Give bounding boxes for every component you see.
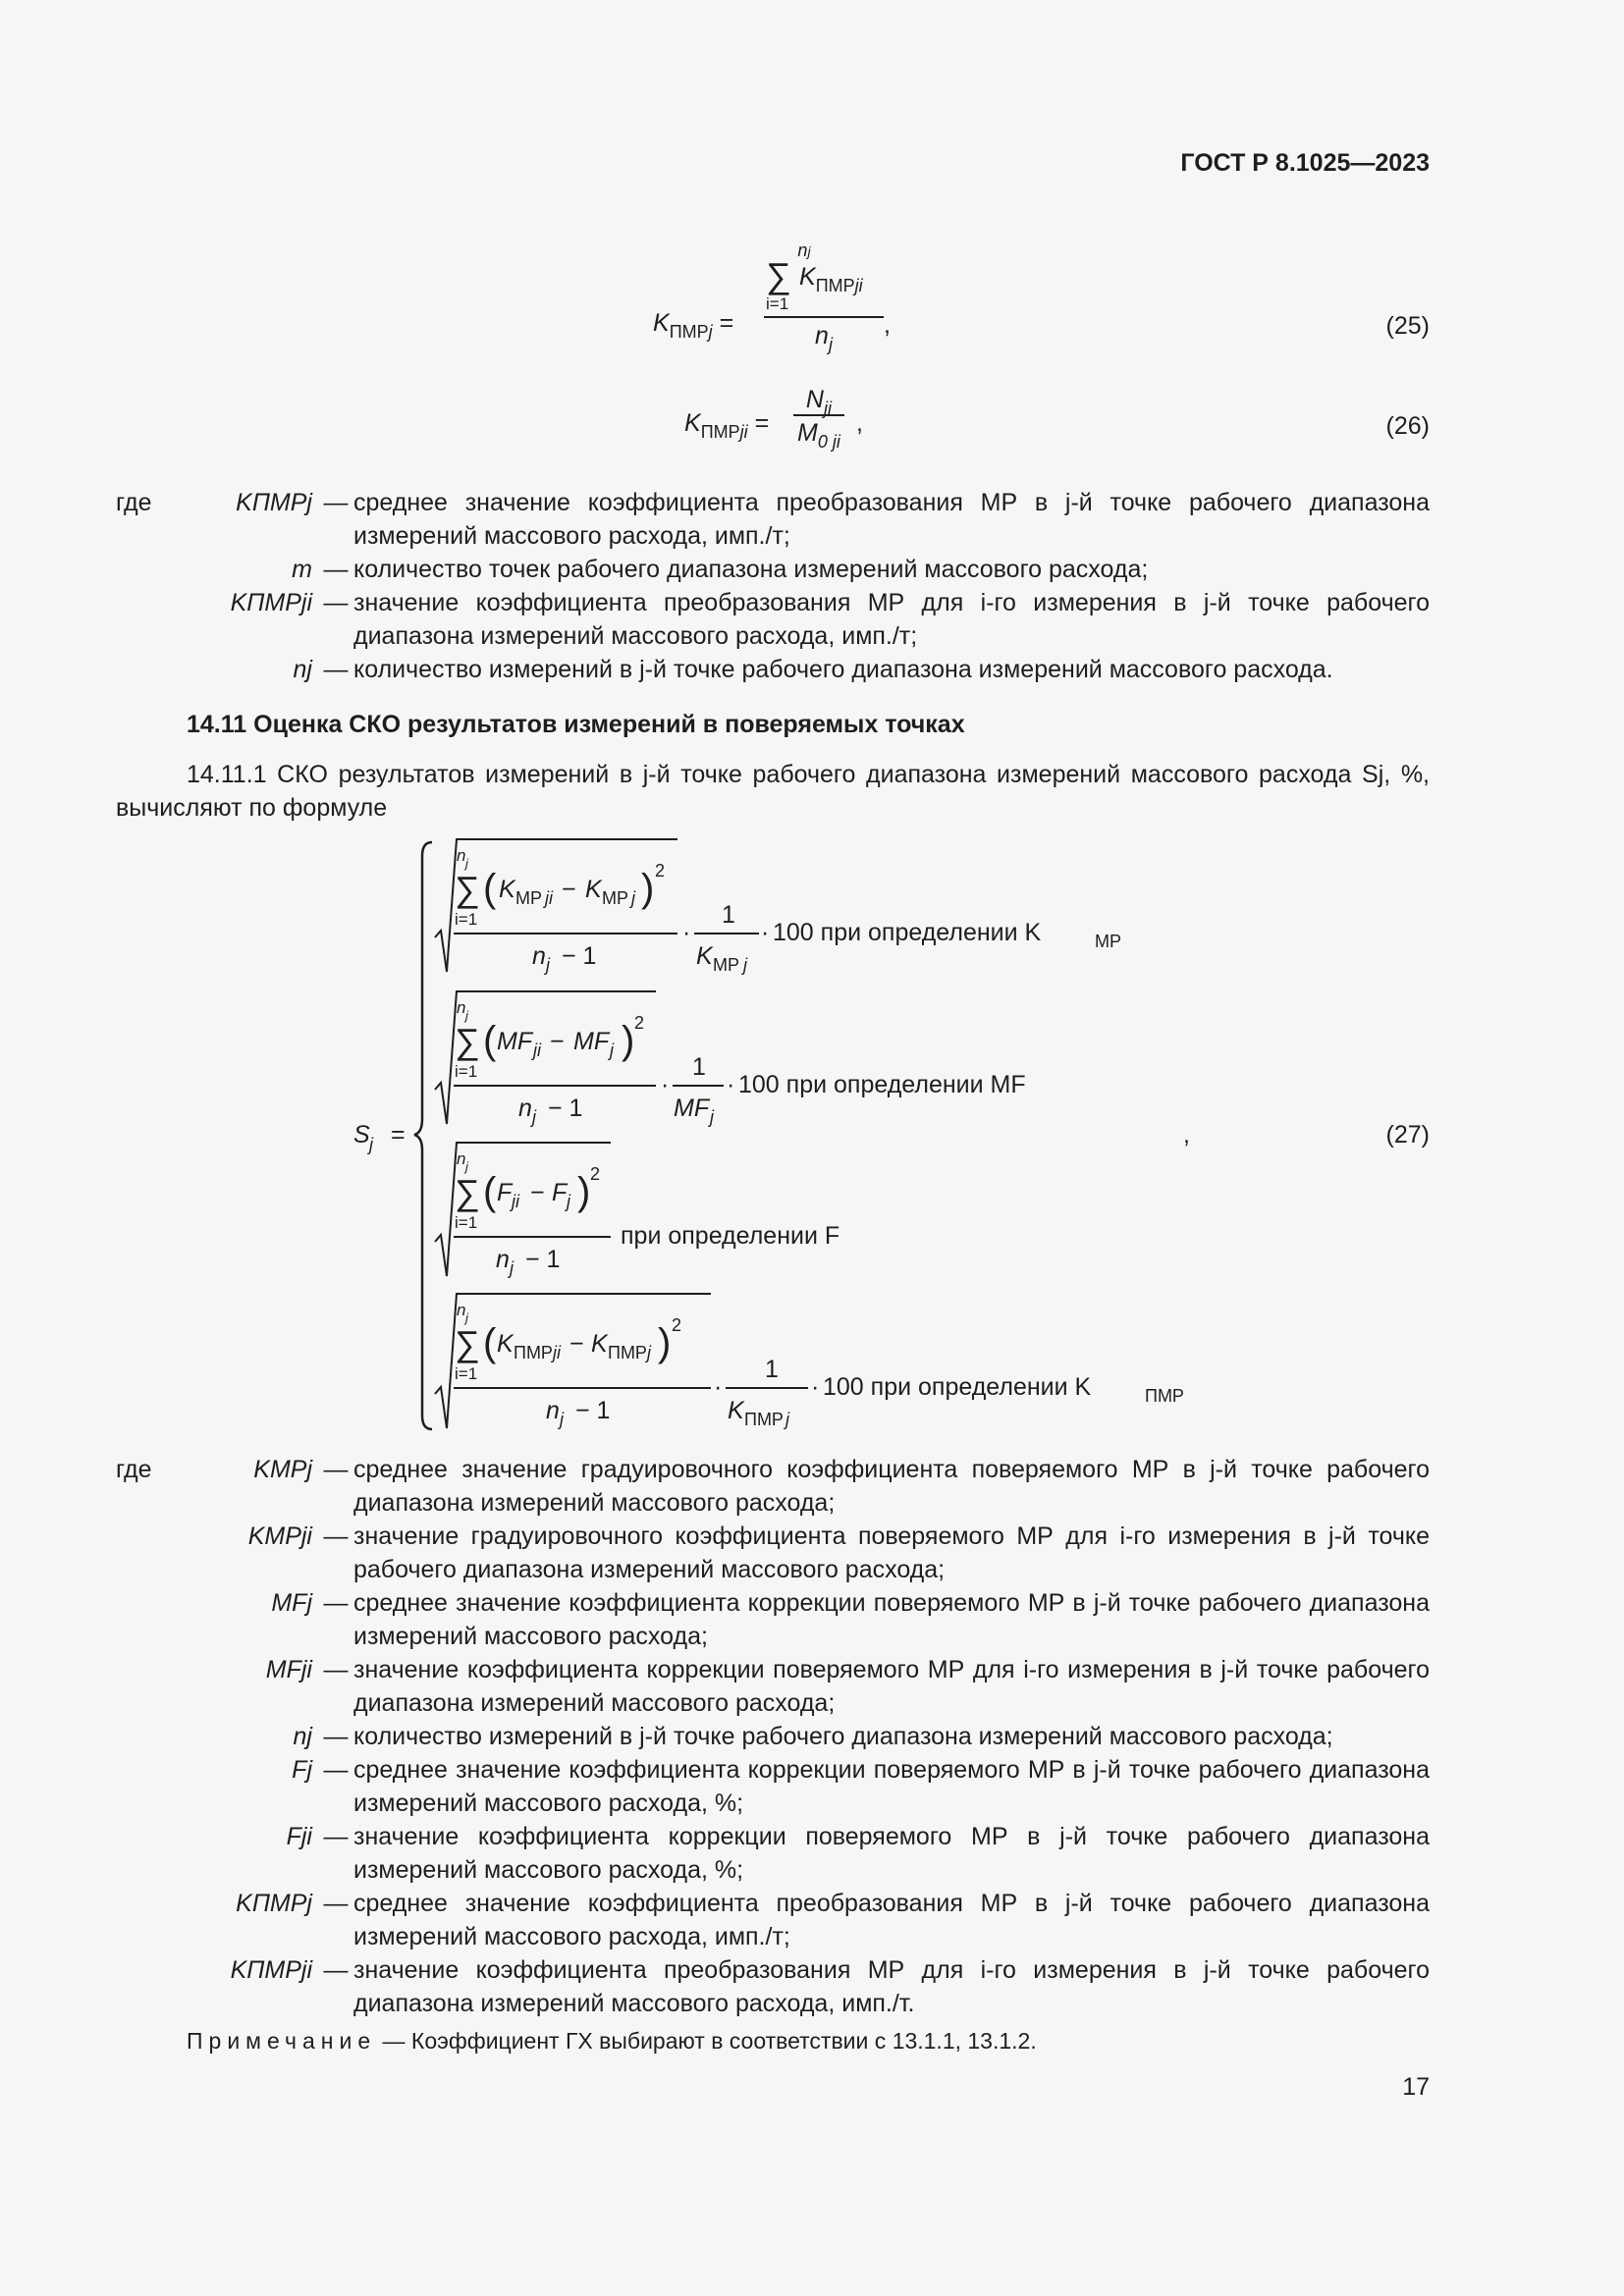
svg-text:ji: ji xyxy=(512,1192,519,1211)
definition-symbol: KПМРj xyxy=(236,489,312,516)
svg-text:− 1: − 1 xyxy=(562,942,597,970)
case-3-label: при определении F xyxy=(621,1222,840,1250)
svg-text:K: K xyxy=(585,876,602,903)
svg-text:−: − xyxy=(562,876,576,903)
definition-item: MFji — значение коэффициента коррекции поверяемого МР для i-го измерения в j-й точке рабочего диапазона измерений массового расхода; xyxy=(116,1653,1430,1720)
definition-symbol: KПМРj xyxy=(236,1890,312,1917)
formula-25-fraction: nj ∑ $K_{ПМРji}$ i=1 $n_j$ xyxy=(764,240,884,350)
svg-text:j: j xyxy=(369,1135,373,1154)
svg-text:j: j xyxy=(465,1310,468,1325)
definition-text: значение коэффициента коррекции поверяемого МР в j-й точке рабочего диапазона измерений массового расхода, %; xyxy=(353,1823,1430,1884)
svg-text:j: j xyxy=(510,1258,514,1278)
svg-text:n: n xyxy=(518,1095,532,1122)
svg-text:∑: ∑ xyxy=(455,1021,480,1061)
svg-text:1: 1 xyxy=(722,901,735,929)
definition-symbol: nj xyxy=(293,1723,312,1750)
definition-text: среднее значение коэффициента преобразования МР в j-й точке рабочего диапазона измерений массового расхода, имп./т; xyxy=(353,489,1430,550)
case-4-label: 100 при определении K xyxy=(823,1373,1092,1401)
svg-text:K: K xyxy=(499,876,515,903)
svg-text:n: n xyxy=(457,1149,466,1168)
svg-text:n: n xyxy=(457,846,466,865)
svg-text:МР: МР xyxy=(515,888,542,908)
svg-text:2: 2 xyxy=(634,1013,645,1033)
sum-sign: ∑ xyxy=(766,255,791,295)
svg-text:−: − xyxy=(530,1179,545,1206)
svg-text:j: j xyxy=(532,1107,536,1127)
definition-text: значение коэффициента преобразования МР для i-го измерения в j-й точке рабочего диапазона измерений массового расхода, имп./т. xyxy=(353,1956,1430,2017)
formula-26-lhs: $K_{ПМРji}$ = xyxy=(684,409,770,442)
svg-text:n: n xyxy=(457,1301,466,1319)
svg-text:MF: MF xyxy=(674,1095,710,1122)
definition-item: Fj — среднее значение коэффициента коррекции поверяемого МР в j-й точке рабочего диапазона измерений массового расхода, %; xyxy=(116,1753,1430,1820)
svg-text:i=1: i=1 xyxy=(455,1213,478,1232)
svg-text:(: ( xyxy=(483,1019,497,1062)
definition-text: значение градуировочного коэффициента поверяемого МР для i-го измерения в j-й точке рабочего диапазона измерений массового расхода; xyxy=(353,1522,1430,1583)
svg-text:∑: ∑ xyxy=(455,1172,480,1212)
svg-text:i=1: i=1 xyxy=(455,1062,478,1081)
paragraph-14-11-1: 14.11.1 СКО результатов измерений в j-й точке рабочего диапазона измерений массового расхода Sj, %, вычисляют по формуле xyxy=(116,761,1430,822)
page-number: 17 xyxy=(1402,2073,1430,2101)
definition-symbol: m xyxy=(292,556,312,583)
svg-text:(: ( xyxy=(483,1170,497,1213)
svg-text:·: · xyxy=(714,1373,723,1401)
svg-text:∑: ∑ xyxy=(455,869,480,909)
case-2-mf xyxy=(435,991,1026,1127)
definition-text: количество измерений в j-й точке рабочего диапазона измерений массового расхода; xyxy=(353,1723,1333,1750)
svg-text:j: j xyxy=(785,1410,789,1429)
svg-text:·: · xyxy=(727,1071,735,1098)
svg-text:,: , xyxy=(1183,1121,1190,1148)
svg-text:F: F xyxy=(552,1179,568,1206)
formula-26-number: (26) xyxy=(1385,412,1430,440)
svg-text:− 1: − 1 xyxy=(575,1397,611,1424)
section-title: 14.11 Оценка СКО результатов измерений в поверяемых точках xyxy=(187,711,965,738)
definition-symbol: KМРj xyxy=(253,1456,312,1483)
svg-text:K: K xyxy=(497,1330,514,1358)
definitions-list-2 xyxy=(116,1453,1430,2020)
svg-text:n: n xyxy=(496,1246,510,1273)
definition-text: среднее значение градуировочного коэффициента поверяемого МР в j-й точке рабочего диапазона измерений массового расхода; xyxy=(353,1456,1430,1517)
definition-item: nj — количество измерений в j-й точке рабочего диапазона измерений массового расхода; xyxy=(116,1720,1430,1753)
svg-text:): ) xyxy=(658,1321,672,1364)
svg-text:j: j xyxy=(647,1343,651,1362)
formula-25-lhs: $K_{ПМРj}$ = xyxy=(653,309,734,342)
svg-text:j: j xyxy=(743,955,747,975)
case-1-kmr xyxy=(435,839,1121,975)
svg-text:·: · xyxy=(661,1071,670,1098)
definition-symbol: KМРji xyxy=(247,1522,312,1550)
svg-text:−: − xyxy=(569,1330,584,1358)
definition-item: nj — количество измерений в j-й точке рабочего диапазона измерений массового расхода. xyxy=(116,653,1430,686)
svg-text:·: · xyxy=(811,1373,820,1401)
svg-text:j: j xyxy=(567,1192,570,1211)
svg-text:): ) xyxy=(641,867,655,910)
svg-text:i=1: i=1 xyxy=(455,910,478,929)
svg-text:·: · xyxy=(682,919,691,946)
svg-text:MF: MF xyxy=(497,1028,533,1055)
svg-text:(: ( xyxy=(483,867,497,910)
case-4-kpmr xyxy=(435,1294,1184,1429)
svg-text:ПМР: ПМР xyxy=(744,1410,784,1429)
svg-text:1: 1 xyxy=(765,1356,779,1383)
note-label: Примечание xyxy=(187,2028,377,2054)
note-text: — Коэффициент ГХ выбирают в соответствии с 13.1.1, 13.1.2. xyxy=(376,2028,1037,2054)
svg-text:ПМР: ПМР xyxy=(608,1343,647,1362)
svg-text:ПМР: ПМР xyxy=(514,1343,553,1362)
definition-item: где KПМРj — среднее значение коэффициента преобразования МР в j-й точке рабочего диапазона измерений массового расхода, имп./т; xyxy=(116,486,1430,553)
definition-item: где KМРj — среднее значение градуировочного коэффициента поверяемого МР в j-й точке рабочего диапазона измерений массового расхода; xyxy=(116,1453,1430,1520)
svg-text:2: 2 xyxy=(655,861,666,881)
svg-text:K: K xyxy=(696,942,713,970)
note xyxy=(187,2028,1037,2055)
svg-text:1: 1 xyxy=(692,1053,706,1081)
svg-text:j: j xyxy=(465,856,468,871)
definition-item: KМРji — значение градуировочного коэффициента поверяемого МР для i-го измерения в j-й точке рабочего диапазона измерений массового расхода; xyxy=(116,1520,1430,1586)
definition-text: значение коэффициента преобразования МР для i-го измерения в j-й точке рабочего диапазона измерений массового расхода, имп./т; xyxy=(353,589,1430,650)
definition-item: MFj — среднее значение коэффициента коррекции поверяемого МР в j-й точке рабочего диапазона измерений массового расхода; xyxy=(116,1586,1430,1653)
formula-26-fraction: $N_{ji}$ $M_{0 ji}$ xyxy=(793,386,844,448)
definition-text: значение коэффициента коррекции поверяемого МР для i-го измерения в j-й точке рабочего диапазона измерений массового расхода; xyxy=(353,1656,1430,1717)
svg-text:МР: МР xyxy=(713,955,739,975)
svg-text:j: j xyxy=(560,1410,564,1429)
svg-text:(: ( xyxy=(483,1321,497,1364)
definition-text: среднее значение коэффициента коррекции поверяемого МР в j-й точке рабочего диапазона измерений массового расхода, %; xyxy=(353,1756,1430,1817)
case-1-label: 100 при определении K xyxy=(773,919,1042,946)
svg-text:j: j xyxy=(610,1041,614,1060)
svg-text:j: j xyxy=(631,888,635,908)
definition-text: среднее значение коэффициента коррекции поверяемого МР в j-й точке рабочего диапазона измерений массового расхода; xyxy=(353,1589,1430,1650)
case-2-label: 100 при определении MF xyxy=(738,1071,1026,1098)
svg-text:=: = xyxy=(391,1121,406,1148)
document-header: ГОСТ Р 8.1025—2023 xyxy=(1180,149,1430,177)
svg-text:∑: ∑ xyxy=(455,1323,480,1363)
formula-27-lhs: S xyxy=(353,1121,370,1148)
svg-text:K: K xyxy=(728,1397,744,1424)
definition-text: среднее значение коэффициента преобразования МР в j-й точке рабочего диапазона измерений массового расхода, имп./т; xyxy=(353,1890,1430,1950)
left-brace xyxy=(414,842,432,1429)
svg-text:МР: МР xyxy=(602,888,628,908)
svg-text:·: · xyxy=(761,919,770,946)
svg-text:ПМР: ПМР xyxy=(1145,1386,1184,1406)
svg-text:j: j xyxy=(710,1107,714,1127)
svg-text:K: K xyxy=(591,1330,608,1358)
svg-text:ji: ji xyxy=(545,888,553,908)
svg-text:n: n xyxy=(457,998,466,1017)
definition-item: KПМРj — среднее значение коэффициента преобразования МР в j-й точке рабочего диапазона измерений массового расхода, имп./т; xyxy=(116,1887,1430,1953)
svg-text:ji: ji xyxy=(533,1041,541,1060)
svg-text:n: n xyxy=(546,1397,560,1424)
definition-text: количество точек рабочего диапазона измерений массового расхода; xyxy=(353,556,1149,583)
svg-text:n: n xyxy=(532,942,546,970)
formula-27-number: (27) xyxy=(1385,1121,1430,1148)
definition-item: KПМРji — значение коэффициента преобразования МР для i-го измерения в j-й точке рабочего диапазона измерений массового расхода, имп./т; xyxy=(116,586,1430,653)
svg-text:МР: МР xyxy=(1095,932,1121,951)
definition-symbol: MFj xyxy=(271,1589,312,1617)
definition-symbol: Fji xyxy=(286,1823,312,1850)
svg-text:− 1: − 1 xyxy=(548,1095,583,1122)
formula-25-number: (25) xyxy=(1385,312,1430,340)
svg-text:i=1: i=1 xyxy=(455,1364,478,1383)
definitions-list-1 xyxy=(116,486,1430,686)
svg-text:MF: MF xyxy=(573,1028,610,1055)
definition-item: KПМРji — значение коэффициента преобразования МР для i-го измерения в j-й точке рабочего диапазона измерений массового расхода, имп./т. xyxy=(116,1953,1430,2020)
svg-text:F: F xyxy=(497,1179,513,1206)
definition-text: количество измерений в j-й точке рабочего диапазона измерений массового расхода. xyxy=(353,656,1333,683)
definition-item: Fji — значение коэффициента коррекции поверяемого МР в j-й точке рабочего диапазона измерений массового расхода, %; xyxy=(116,1820,1430,1887)
svg-text:− 1: − 1 xyxy=(525,1246,561,1273)
case-3-f xyxy=(435,1143,839,1278)
svg-text:2: 2 xyxy=(590,1164,601,1184)
definition-symbol: KПМРji xyxy=(230,1956,312,1984)
svg-text:j: j xyxy=(546,955,550,975)
svg-text:j: j xyxy=(465,1159,468,1174)
svg-text:): ) xyxy=(577,1170,591,1213)
svg-text:): ) xyxy=(622,1019,635,1062)
svg-text:−: − xyxy=(550,1028,565,1055)
svg-text:2: 2 xyxy=(672,1315,682,1335)
definition-symbol: Fj xyxy=(292,1756,312,1784)
definition-symbol: MFji xyxy=(265,1656,312,1683)
definition-item: m — количество точек рабочего диапазона измерений массового расхода; xyxy=(116,553,1430,586)
definition-symbol: KПМРji xyxy=(230,589,312,616)
definition-symbol: nj xyxy=(293,656,312,683)
svg-text:j: j xyxy=(465,1008,468,1023)
svg-text:ji: ji xyxy=(553,1343,561,1362)
